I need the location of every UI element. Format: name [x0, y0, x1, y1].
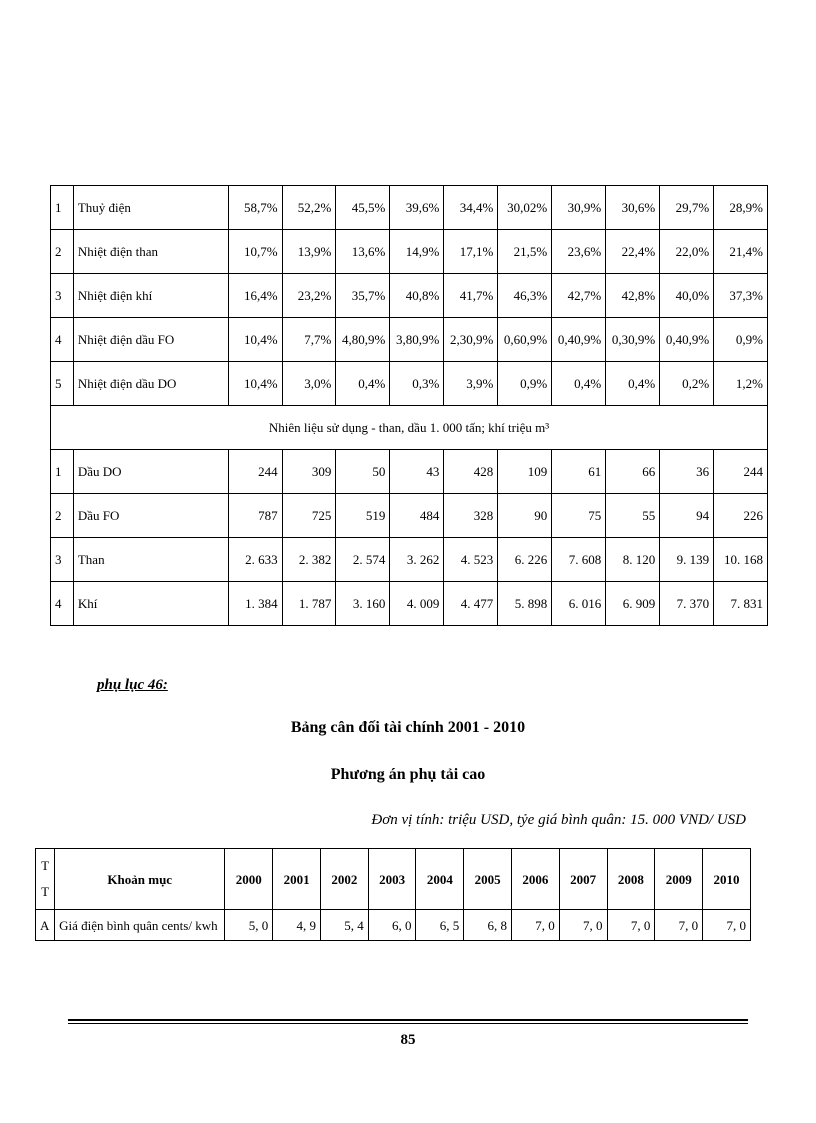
value-cell: 39,6%: [390, 186, 444, 230]
value-cell: 6. 226: [498, 538, 552, 582]
value-cell: 6. 909: [606, 582, 660, 626]
value-cell: 244: [714, 450, 768, 494]
value-cell: 7, 0: [559, 910, 607, 941]
value-cell: 0,3%: [390, 362, 444, 406]
row-index: 4: [51, 318, 74, 362]
value-cell: 6. 016: [552, 582, 606, 626]
year-header: 2008: [607, 849, 655, 910]
value-cell: 3,80,9%: [390, 318, 444, 362]
year-header: 2006: [512, 849, 560, 910]
energy-share-table: [50, 185, 768, 626]
value-cell: 13,6%: [336, 230, 390, 274]
value-cell: 10,7%: [228, 230, 282, 274]
value-cell: 22,0%: [660, 230, 714, 274]
row-label: Khí: [73, 582, 228, 626]
value-cell: 50: [336, 450, 390, 494]
value-cell: 309: [282, 450, 336, 494]
value-cell: 0,2%: [660, 362, 714, 406]
tt-header-letter: T: [41, 884, 50, 899]
value-cell: 4. 477: [444, 582, 498, 626]
value-cell: 7. 831: [714, 582, 768, 626]
value-cell: 10,4%: [228, 318, 282, 362]
row-code: A: [36, 910, 55, 941]
value-cell: 7, 0: [512, 910, 560, 941]
table-row: [51, 538, 768, 582]
value-cell: 42,7%: [552, 274, 606, 318]
value-cell: 21,4%: [714, 230, 768, 274]
value-cell: 1,2%: [714, 362, 768, 406]
year-header: 2005: [464, 849, 512, 910]
value-cell: 90: [498, 494, 552, 538]
year-header: 2002: [320, 849, 368, 910]
value-cell: 43: [390, 450, 444, 494]
value-cell: 10. 168: [714, 538, 768, 582]
row-label: Dầu DO: [73, 450, 228, 494]
value-cell: 23,2%: [282, 274, 336, 318]
year-header: 2009: [655, 849, 703, 910]
value-cell: 4. 009: [390, 582, 444, 626]
value-cell: 3. 160: [336, 582, 390, 626]
table-row: [51, 450, 768, 494]
value-cell: 7, 0: [655, 910, 703, 941]
value-cell: 9. 139: [660, 538, 714, 582]
value-cell: 10,4%: [228, 362, 282, 406]
value-cell: 2. 633: [228, 538, 282, 582]
value-cell: 3,9%: [444, 362, 498, 406]
year-header: 2000: [225, 849, 273, 910]
value-cell: 8. 120: [606, 538, 660, 582]
tt-header: [36, 849, 55, 910]
row-index: 4: [51, 582, 74, 626]
value-cell: 16,4%: [228, 274, 282, 318]
row-label: Giá điện bình quân cents/ kwh: [55, 910, 225, 941]
value-cell: 23,6%: [552, 230, 606, 274]
value-cell: 0,40,9%: [660, 318, 714, 362]
unit-note: Đơn vị tính: triệu USD, tỷe giá bình quân: 15. 000 VND/ USD: [371, 812, 746, 828]
value-cell: 6, 5: [416, 910, 464, 941]
row-label: Nhiệt điện khí: [73, 274, 228, 318]
value-cell: 3,0%: [282, 362, 336, 406]
value-cell: 34,4%: [444, 186, 498, 230]
value-cell: 3. 262: [390, 538, 444, 582]
row-index: 1: [51, 186, 74, 230]
year-header: 2010: [703, 849, 751, 910]
value-cell: 75: [552, 494, 606, 538]
value-cell: 244: [228, 450, 282, 494]
value-cell: 0,9%: [498, 362, 552, 406]
value-cell: 7. 608: [552, 538, 606, 582]
value-cell: 0,4%: [552, 362, 606, 406]
row-index: 2: [51, 494, 74, 538]
value-cell: 7. 370: [660, 582, 714, 626]
value-cell: 7, 0: [607, 910, 655, 941]
value-cell: 725: [282, 494, 336, 538]
value-cell: 787: [228, 494, 282, 538]
value-cell: 45,5%: [336, 186, 390, 230]
row-index: 3: [51, 538, 74, 582]
value-cell: 4. 523: [444, 538, 498, 582]
value-cell: 2. 382: [282, 538, 336, 582]
value-cell: 35,7%: [336, 274, 390, 318]
value-cell: 4, 9: [273, 910, 321, 941]
year-header: 2003: [368, 849, 416, 910]
value-cell: 0,4%: [606, 362, 660, 406]
value-cell: 52,2%: [282, 186, 336, 230]
row-label: Nhiệt điện dầu FO: [73, 318, 228, 362]
value-cell: 0,9%: [714, 318, 768, 362]
table-row: [51, 494, 768, 538]
value-cell: 61: [552, 450, 606, 494]
value-cell: 22,4%: [606, 230, 660, 274]
value-cell: 7,7%: [282, 318, 336, 362]
year-header: 2001: [273, 849, 321, 910]
value-cell: 17,1%: [444, 230, 498, 274]
item-header: Khoản mục: [55, 849, 225, 910]
value-cell: 328: [444, 494, 498, 538]
tt-header-letter: T: [41, 858, 50, 873]
row-index: 3: [51, 274, 74, 318]
value-cell: 6, 0: [368, 910, 416, 941]
row-label: Dầu FO: [73, 494, 228, 538]
row-index: 1: [51, 450, 74, 494]
page-subtitle: Phương án phụ tải cao: [330, 766, 486, 783]
value-cell: 42,8%: [606, 274, 660, 318]
table-row: [51, 186, 768, 230]
value-cell: 94: [660, 494, 714, 538]
value-cell: 519: [336, 494, 390, 538]
value-cell: 36: [660, 450, 714, 494]
value-cell: 28,9%: [714, 186, 768, 230]
value-cell: 0,40,9%: [552, 318, 606, 362]
row-index: 2: [51, 230, 74, 274]
value-cell: 2,30,9%: [444, 318, 498, 362]
value-cell: 40,8%: [390, 274, 444, 318]
year-header: 2004: [416, 849, 464, 910]
value-cell: 55: [606, 494, 660, 538]
value-cell: 30,6%: [606, 186, 660, 230]
table-row: [51, 362, 768, 406]
value-cell: 13,9%: [282, 230, 336, 274]
footer-rule-thin: [68, 1023, 748, 1024]
row-label: Nhiệt điện dầu DO: [73, 362, 228, 406]
value-cell: 0,4%: [336, 362, 390, 406]
finance-balance-table: [35, 848, 751, 941]
table-row: [51, 274, 768, 318]
value-cell: 46,3%: [498, 274, 552, 318]
value-cell: 2. 574: [336, 538, 390, 582]
value-cell: 428: [444, 450, 498, 494]
row-label: Than: [73, 538, 228, 582]
appendix-label: phụ lục 46:: [97, 677, 168, 693]
value-cell: 40,0%: [660, 274, 714, 318]
value-cell: 484: [390, 494, 444, 538]
value-cell: 0,30,9%: [606, 318, 660, 362]
value-cell: 58,7%: [228, 186, 282, 230]
value-cell: 4,80,9%: [336, 318, 390, 362]
year-header: 2007: [559, 849, 607, 910]
value-cell: 226: [714, 494, 768, 538]
row-label: Thuỷ điện: [73, 186, 228, 230]
page-number: 85: [400, 1032, 416, 1048]
section-title: Nhiên liệu sử dụng - than, dầu 1. 000 tấn; khí triệu m³: [51, 406, 768, 450]
footer-rule: [68, 1019, 748, 1021]
value-cell: 41,7%: [444, 274, 498, 318]
table-header-row: [36, 849, 751, 910]
value-cell: 7, 0: [703, 910, 751, 941]
row-index: 5: [51, 362, 74, 406]
value-cell: 1. 384: [228, 582, 282, 626]
value-cell: 6, 8: [464, 910, 512, 941]
table-row: [51, 318, 768, 362]
value-cell: 5, 4: [320, 910, 368, 941]
value-cell: 30,02%: [498, 186, 552, 230]
value-cell: 66: [606, 450, 660, 494]
value-cell: 29,7%: [660, 186, 714, 230]
table-row: [51, 230, 768, 274]
value-cell: 5. 898: [498, 582, 552, 626]
row-label: Nhiệt điện than: [73, 230, 228, 274]
value-cell: 1. 787: [282, 582, 336, 626]
value-cell: 21,5%: [498, 230, 552, 274]
section-row: [51, 406, 768, 450]
page-title: Bảng cân đối tài chính 2001 - 2010: [290, 719, 526, 736]
value-cell: 30,9%: [552, 186, 606, 230]
value-cell: 0,60,9%: [498, 318, 552, 362]
value-cell: 37,3%: [714, 274, 768, 318]
value-cell: 14,9%: [390, 230, 444, 274]
table-row: [51, 582, 768, 626]
value-cell: 5, 0: [225, 910, 273, 941]
table-row: [36, 910, 751, 941]
value-cell: 109: [498, 450, 552, 494]
